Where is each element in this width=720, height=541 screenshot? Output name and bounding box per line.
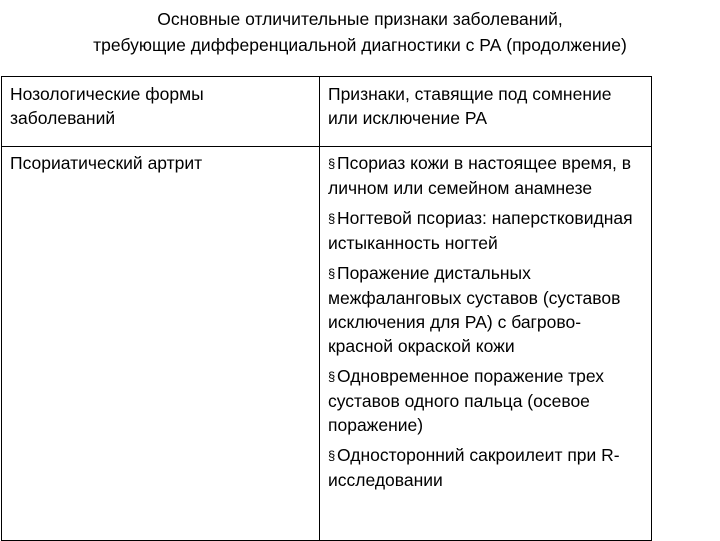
slide-title-line-2: требующие дифференциальной диагностики с РА (продолжение) <box>93 35 627 55</box>
table-header-row <box>2 77 652 147</box>
signs-cell <box>320 147 652 541</box>
slide-title-line-1: Основные отличительные признаки заболеваний, <box>157 9 563 29</box>
sign-text: Односторонний сакроилеит при R-исследовании <box>328 445 620 490</box>
sign-item <box>328 206 643 255</box>
differential-diagnosis-table <box>1 76 652 541</box>
table-row <box>2 147 652 541</box>
bullet-icon: § <box>328 211 336 226</box>
bullet-icon: § <box>328 369 336 384</box>
disease-cell: Псориатический артрит <box>2 147 320 541</box>
bullet-icon: § <box>328 156 336 171</box>
bullet-icon: § <box>328 266 336 281</box>
bullet-icon: § <box>328 448 336 463</box>
sign-text: Псориаз кожи в настоящее время, в личном или семейном анамнезе <box>328 153 632 198</box>
sign-text: Ногтевой псориаз: наперстковидная истыканность ногтей <box>328 208 633 253</box>
sign-item <box>328 364 643 437</box>
column-header-nosological-forms: Нозологические формы заболеваний <box>2 77 320 147</box>
sign-item <box>328 151 643 200</box>
slide-title <box>0 6 720 58</box>
sign-item <box>328 261 643 358</box>
sign-item <box>328 443 643 492</box>
column-header-signs: Признаки, ставящие под сомнение или исключение РА <box>320 77 652 147</box>
sign-text: Одновременное поражение трех суставов одного пальца (осевое поражение) <box>328 366 605 435</box>
signs-list <box>328 151 643 492</box>
sign-text: Поражение дистальных межфаланговых суставов (суставов исключения для РА) с багрово-красной окраской кожи <box>328 263 621 356</box>
